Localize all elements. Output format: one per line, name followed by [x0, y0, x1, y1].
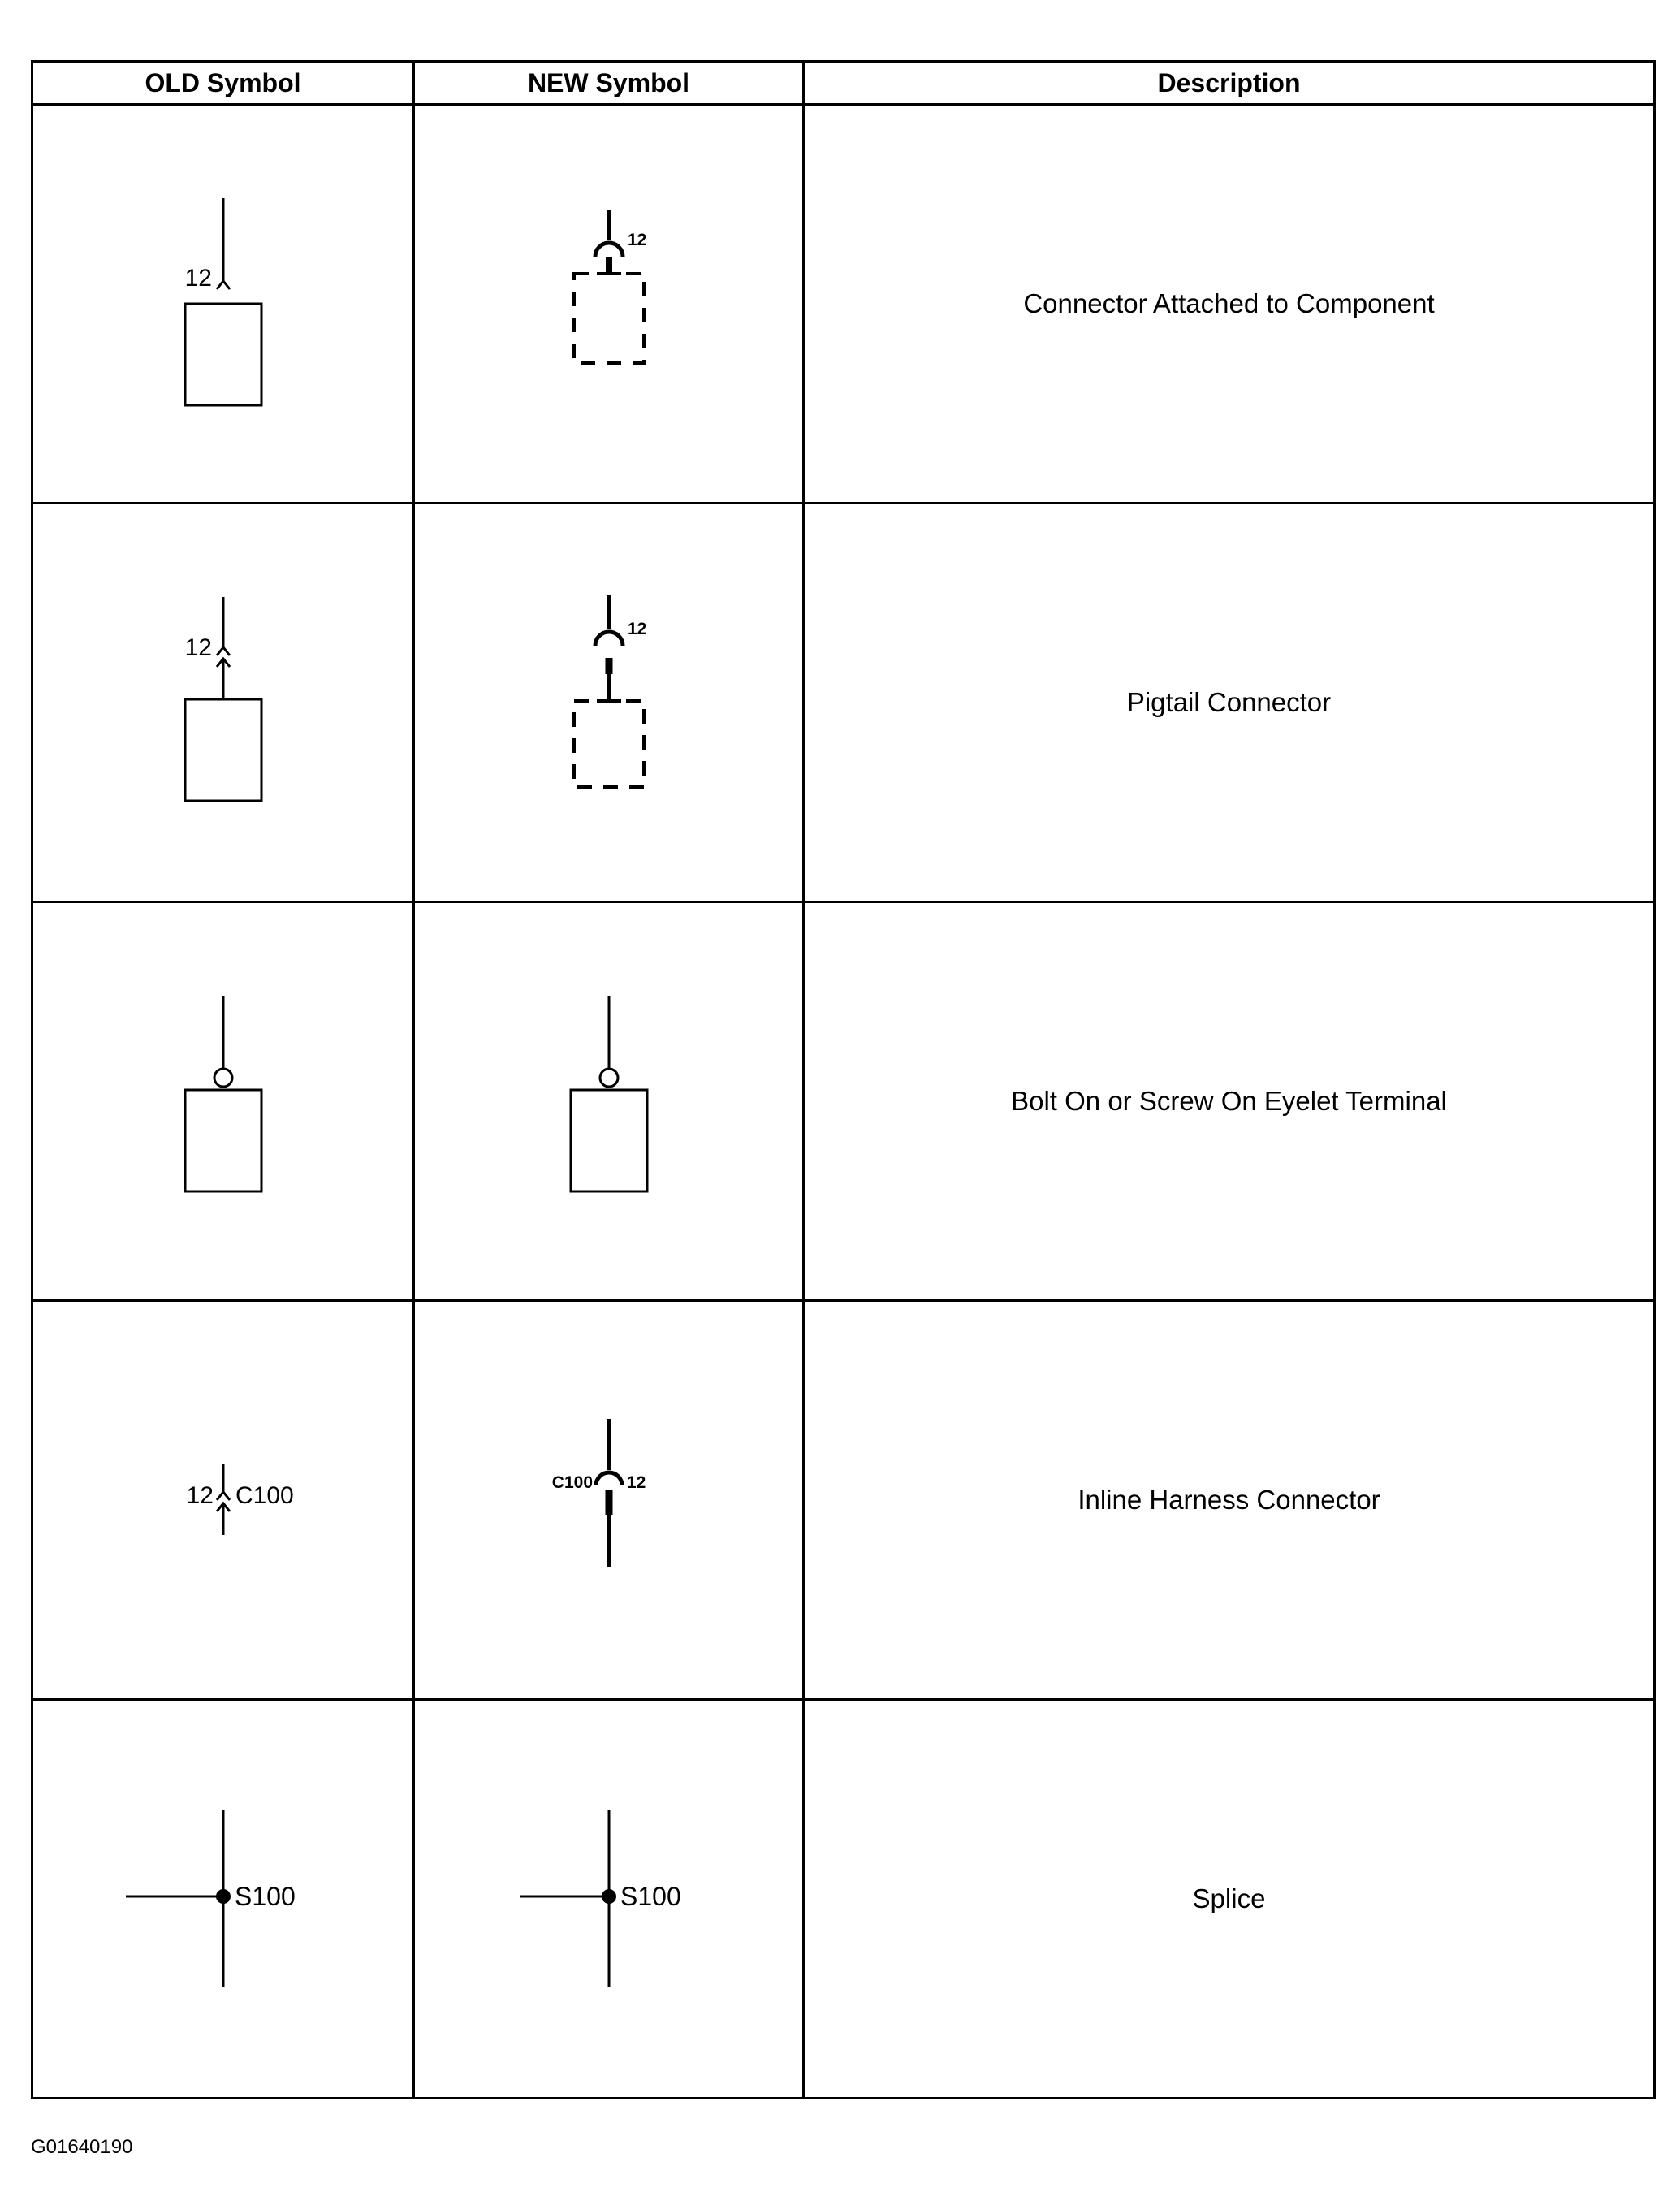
figure-code: G01640190 — [31, 2136, 133, 2158]
table-row — [32, 504, 1655, 902]
description-cell: Inline Harness Connector — [804, 1301, 1655, 1700]
header-row — [32, 62, 1655, 105]
pin-label: 12 — [184, 634, 212, 661]
old-symbol-cell — [32, 1301, 414, 1700]
splice-label: S100 — [620, 1882, 681, 1911]
table-row — [32, 105, 1655, 504]
symbol-comparison-table — [31, 60, 1656, 2099]
old-symbol-cell — [32, 1700, 414, 2099]
new-symbol-cell — [414, 105, 804, 504]
description-cell: Splice — [804, 1700, 1655, 2099]
old-pigtail-connector-symbol — [142, 589, 304, 816]
connector-label: C100 — [235, 1482, 294, 1509]
new-symbol-cell — [414, 504, 804, 902]
description-header: Description — [804, 62, 1655, 105]
new-splice-symbol — [487, 1801, 731, 1996]
new-symbol-header: NEW Symbol — [414, 62, 804, 105]
splice-label: S100 — [234, 1882, 296, 1911]
old-symbol-cell — [32, 504, 414, 902]
new-symbol-cell — [414, 902, 804, 1301]
new-symbol-cell — [414, 1700, 804, 2099]
new-eyelet-terminal-symbol — [528, 988, 690, 1215]
old-symbol-cell — [32, 902, 414, 1301]
new-symbol-cell — [414, 1301, 804, 1700]
pin-label: 12 — [627, 231, 646, 249]
table-row — [32, 1301, 1655, 1700]
pin-label: 12 — [184, 265, 212, 292]
pin-label: 12 — [186, 1482, 214, 1509]
new-connector-attached-symbol — [528, 190, 690, 417]
new-inline-connector-symbol — [503, 1411, 715, 1589]
description-cell: Pigtail Connector — [804, 504, 1655, 902]
connector-label: C100 — [551, 1473, 593, 1492]
table-row — [32, 1700, 1655, 2099]
pin-label: 12 — [626, 1473, 646, 1492]
old-eyelet-terminal-symbol — [142, 988, 304, 1215]
description-cell: Bolt On or Screw On Eyelet Terminal — [804, 902, 1655, 1301]
old-splice-symbol — [101, 1801, 345, 1996]
new-pigtail-connector-symbol — [528, 589, 690, 816]
old-symbol-header: OLD Symbol — [32, 62, 414, 105]
pin-label: 12 — [627, 620, 646, 638]
table-row — [32, 902, 1655, 1301]
description-cell: Connector Attached to Component — [804, 105, 1655, 504]
old-connector-attached-symbol — [142, 190, 304, 417]
old-symbol-cell — [32, 105, 414, 504]
old-inline-connector-symbol — [118, 1419, 329, 1581]
